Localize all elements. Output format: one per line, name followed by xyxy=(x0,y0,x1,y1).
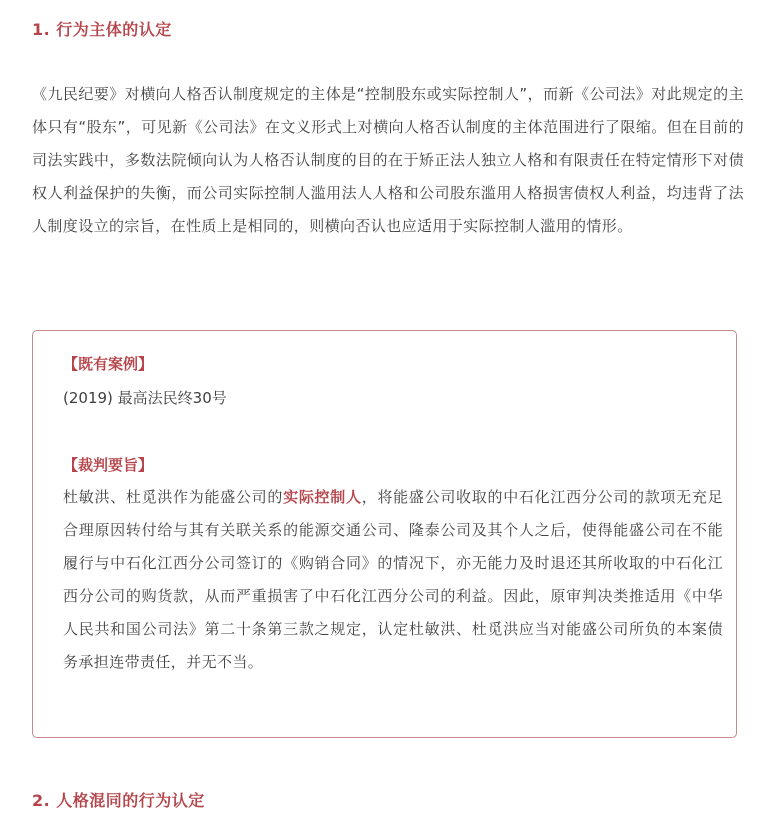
ruling-text-after: ，将能盛公司收取的中石化江西分公司的款项无充足合理原因转付给与其有关联关系的能源交通公司、隆泰公司及其个人之后，使得能盛公司在不能履行与中石化江西分公司签订的《购销合同》的情况下，亦无能力及时退还其所收取的中石化江西分公司的购货款，从而严重损害了中石化江西分公司的利益。因此，原审判决类推适用《中华人民共和国公司法》第二十条第三款之规定，认定杜敏洪、杜觅洪应当对能盛公司所负的本案债务承担连带责任，并无不当。 xyxy=(63,488,723,671)
ruling-summary-text xyxy=(63,481,723,679)
case-box xyxy=(32,330,737,738)
section-2-heading: 2. 人格混同的行为认定 xyxy=(32,791,205,810)
section-1-paragraph: 《九民纪要》对横向人格否认制度规定的主体是“控制股东或实际控制人”，而新《公司法》对此规定的主体只有“股东”，可见新《公司法》在文义形式上对横向人格否认制度的主体范围进行了限缩。但在目前的司法实践中，多数法院倾向认为人格否认制度的目的在于矫正法人独立人格和有限责任在特定情形下对债权人利益保护的失衡，而公司实际控制人滥用法人人格和公司股东滥用人格损害债权人利益，均违背了法人制度设立的宗旨，在性质上是相同的，则横向否认也应适用于实际控制人滥用的情形。 xyxy=(32,85,744,235)
ruling-text-before: 杜敏洪、杜觅洪作为能盛公司的 xyxy=(63,488,284,506)
ruling-summary-label: 【裁判要旨】 xyxy=(63,456,154,474)
existing-case-label: 【既有案例】 xyxy=(63,355,154,373)
ruling-highlight-actual-controller: 实际控制人 xyxy=(283,488,362,506)
section-1-heading: 1. 行为主体的认定 xyxy=(32,20,172,39)
case-number: (2019) 最高法民终30号 xyxy=(63,389,227,407)
